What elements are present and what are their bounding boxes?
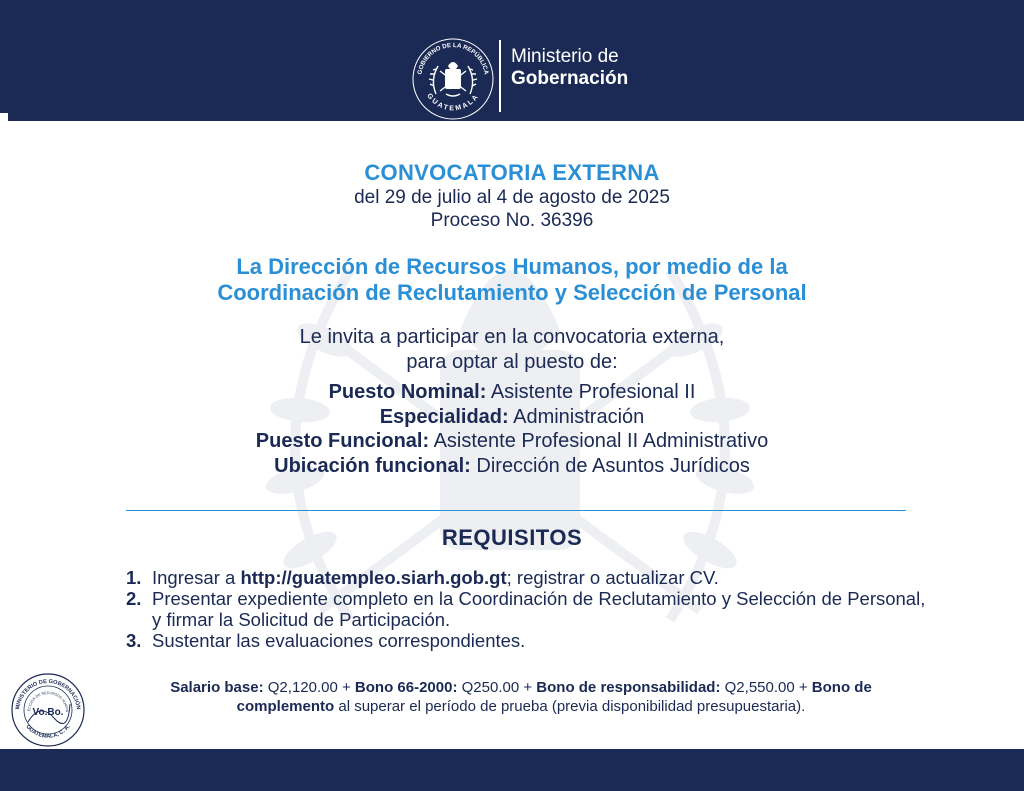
department-heading	[0, 254, 1024, 306]
bono-66-value: Q250.00 +	[457, 679, 537, 696]
position-row	[0, 380, 1024, 405]
salary-base-label: Salario base:	[170, 679, 264, 696]
item-number: 1.	[126, 567, 142, 588]
svg-text:DIRECCIÓN DE RECURSOS HUMANOS: ECCIÓN DE RECURSOS HUMAN	[26, 690, 70, 713]
process-number: Proceso No. 36396	[430, 210, 594, 231]
position-row	[0, 405, 1024, 430]
svg-text:GUATEMALA, C. A.: GUATEMALA, C. A.	[24, 723, 72, 740]
ministry-brand	[511, 46, 628, 90]
position-row	[0, 429, 1024, 454]
svg-text:Vo.Bo.: Vo.Bo.	[32, 707, 64, 718]
position-label: Puesto Nominal:	[328, 381, 487, 403]
position-label: Ubicación funcional:	[274, 454, 471, 477]
bono-66-label: Bono 66-2000:	[354, 679, 458, 696]
position-value: Dirección de Asuntos Jurídicos	[476, 454, 750, 477]
item-number: 2.	[126, 588, 142, 609]
department-line-2: Coordinación de Reclutamiento y Selección de Personal	[217, 280, 807, 305]
position-value: Asistente Profesional II	[490, 381, 696, 403]
list-item	[126, 588, 926, 630]
announcement-dates: del 29 de julio al 4 de agosto de 2025	[354, 187, 670, 208]
invite-line-2: para optar al puesto de:	[406, 351, 618, 373]
section-divider	[126, 510, 906, 511]
salary-details	[126, 678, 916, 716]
brand-line-1: Ministerio de	[511, 46, 619, 67]
requirements-list	[126, 567, 926, 651]
list-item	[126, 630, 926, 651]
brand-line-2: Gobernación	[511, 68, 629, 89]
national-seal-logo	[410, 36, 496, 122]
item-number: 3.	[126, 630, 142, 651]
bono-complemento-label: Bono de complemento	[236, 679, 872, 715]
bono-responsabilidad-value: Q2,550.00 +	[720, 679, 812, 696]
header-divider	[499, 40, 501, 112]
invitation-text	[0, 325, 1024, 375]
list-item	[126, 567, 926, 588]
salary-base-value: Q2,120.00 +	[263, 679, 355, 696]
approval-stamp	[10, 672, 86, 748]
item-text: Sustentar las evaluaciones correspondientes.	[152, 630, 526, 651]
footer-bar	[0, 749, 1024, 791]
announcement-title: CONVOCATORIA EXTERNA	[364, 160, 660, 185]
svg-text:GOBIERNO DE LA REPÚBLICA: GOBIERNO DE LA REPÚBLICA	[416, 41, 490, 76]
position-details	[0, 380, 1024, 478]
header-notch	[0, 113, 8, 123]
svg-text:MINISTERIO DE GOBERNACIÓN: MINISTERIO DE GOBERNACIÓN	[15, 678, 81, 710]
item-text-post: ; registrar o actualizar CV.	[506, 567, 719, 588]
svg-text:GUATEMALA: GUATEMALA	[425, 92, 481, 113]
department-line-1: La Dirección de Recursos Humanos, por medio de la	[236, 254, 788, 279]
position-value: Asistente Profesional II Administrativo	[433, 430, 769, 452]
bono-responsabilidad-label: Bono de responsabilidad:	[536, 679, 721, 696]
requirements-title: REQUISITOS	[441, 525, 583, 550]
item-text-pre: Ingresar a	[152, 567, 241, 588]
position-row	[0, 454, 1024, 479]
invite-line-1: Le invita a participar en la convocatoria externa,	[299, 326, 725, 348]
position-value: Administración	[513, 405, 645, 428]
position-label: Especialidad:	[379, 405, 509, 428]
guatempleo-link[interactable]: http://guatempleo.siarh.gob.gt	[240, 567, 507, 588]
item-text: Presentar expediente completo en la Coordinación de Reclutamiento y Selección de Personal, y firmar la Solicitud de Participación.	[152, 588, 926, 630]
position-label: Puesto Funcional:	[255, 430, 430, 452]
bono-complemento-value: al superar el período de prueba (previa disponibilidad presupuestaria).	[334, 698, 806, 715]
